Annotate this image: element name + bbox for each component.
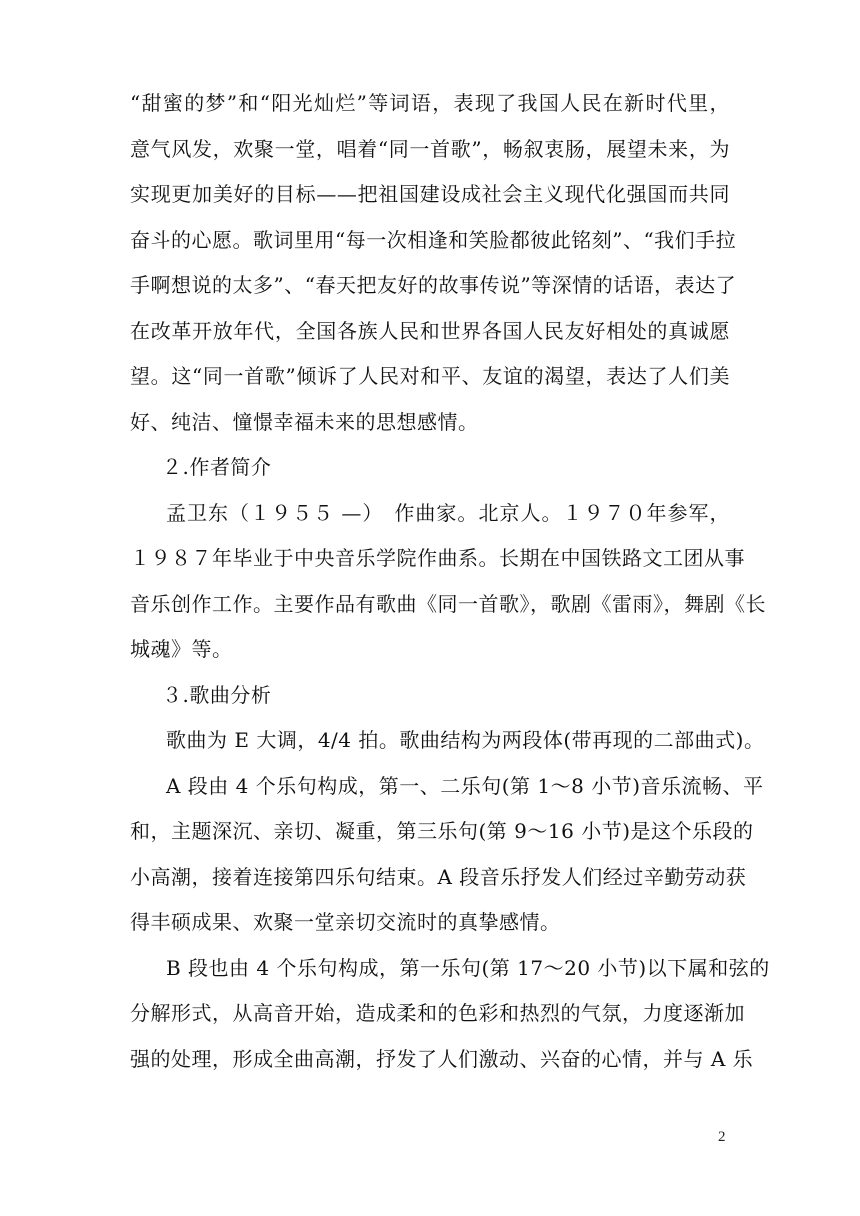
paragraph-line: 音乐创作工作。主要作品有歌曲《同一首歌》，歌剧《雷雨》，舞剧《长	[130, 591, 766, 616]
paragraph-line: 实现更加美好的目标——把祖国建设成社会主义现代化强国而共同	[130, 182, 730, 206]
paragraph-line: 分解形式，从高音开始，造成柔和的色彩和热烈的气氛，力度逐渐加	[130, 1001, 745, 1025]
paragraph-line: A 段由 4 个乐句构成，第一、二乐句(第 1～8 小节)音乐流畅、平	[166, 773, 764, 798]
section-heading-author: ２.作者简介	[162, 455, 272, 479]
page-number: 2	[718, 1129, 726, 1145]
paragraph-line: 意气风发，欢聚一堂，唱着“同一首歌”，畅叙衷肠，展望未来，为	[130, 136, 730, 161]
paragraph-line: 城魂》等。	[130, 637, 233, 661]
paragraph-line: 望。这“同一首歌”倾诉了人民对和平、友谊的渴望，表达了人们美	[130, 364, 730, 388]
paragraph-line: 歌曲为 E 大调，4/4 拍。歌曲结构为两段体(带再现的二部曲式)。	[166, 728, 765, 752]
paragraph-line: 强的处理，形成全曲高潮，抒发了人们激动、兴奋的心情，并与 A 乐	[130, 1046, 754, 1071]
paragraph-line: 得丰硕成果、欢聚一堂亲切交流时的真挚感情。	[130, 910, 561, 934]
paragraph-line: 孟卫东（１９５５ —） 作曲家。北京人。１９７０年参军，	[166, 500, 730, 525]
paragraph-line: 在改革开放年代，全国各族人民和世界各国人民友好相处的真诚愿	[130, 318, 730, 343]
paragraph-line: 手啊想说的太多”、“春天把友好的故事传说”等深情的话语，表达了	[130, 273, 737, 297]
section-heading-analysis: ３.歌曲分析	[162, 682, 272, 707]
paragraph-line: １９８７年毕业于中央音乐学院作曲系。长期在中国铁路文工团从事	[130, 546, 745, 570]
paragraph-line: 奋斗的心愿。歌词里用“每一次相逢和笑脸都彼此铭刻”、“我们手拉	[130, 227, 737, 252]
paragraph-line: “甜蜜的梦”和“阳光灿烂”等词语，表现了我国人民在新时代里，	[130, 91, 730, 115]
paragraph-line: 好、纯洁、憧憬幸福未来的思想感情。	[130, 409, 479, 434]
paragraph-line: B 段也由 4 个乐句构成，第一乐句(第 17～20 小节)以下属和弦的	[166, 955, 770, 980]
paragraph-line: 小高潮，接着连接第四乐句结束。A 段音乐抒发人们经过辛勤劳动获	[130, 864, 747, 889]
paragraph-line: 和，主题深沉、亲切、凝重，第三乐句(第 9～16 小节)是这个乐段的	[130, 819, 754, 843]
